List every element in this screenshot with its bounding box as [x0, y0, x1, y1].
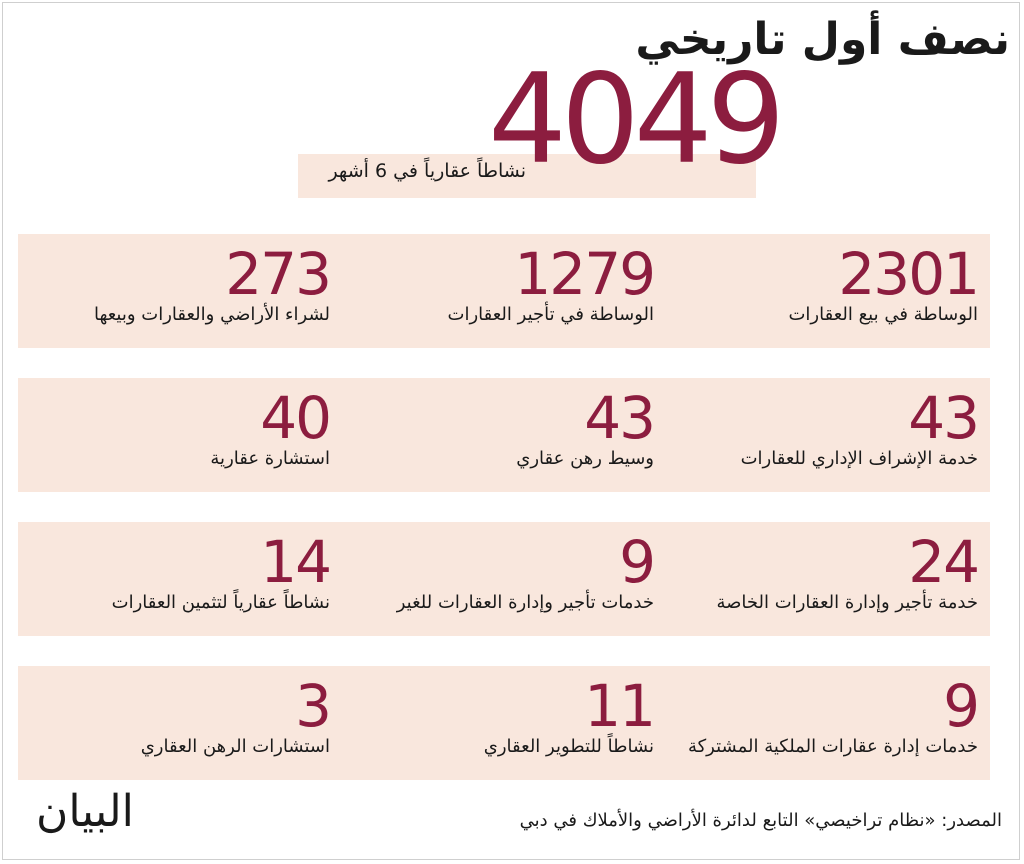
stat-card [666, 378, 990, 492]
stat-label: استشارة عقارية [210, 448, 330, 469]
stat-card [18, 234, 342, 348]
stat-label: خدمات تأجير وإدارة العقارات للغير [396, 592, 654, 613]
stats-row-3 [18, 522, 990, 636]
stat-label: استشارات الرهن العقاري [140, 736, 330, 757]
stat-label: الوساطة في بيع العقارات [788, 304, 978, 325]
stat-label: خدمات إدارة عقارات الملكية المشتركة [687, 736, 978, 757]
hero-number: 4049 [488, 48, 780, 192]
stat-card [666, 234, 990, 348]
stat-number: 273 [225, 240, 330, 308]
stat-number: 43 [584, 384, 654, 452]
hero-caption: نشاطاً عقارياً في 6 أشهر [328, 160, 526, 182]
stat-number: 9 [619, 528, 654, 596]
stat-card [18, 522, 342, 636]
stat-card [18, 666, 342, 780]
stats-row-4 [18, 666, 990, 780]
stat-label: نشاطاً عقارياً لتثمين العقارات [111, 592, 330, 613]
stat-label: الوساطة في تأجير العقارات [447, 304, 654, 325]
stat-card [666, 522, 990, 636]
stat-number: 9 [943, 672, 978, 740]
stat-number: 1279 [514, 240, 654, 308]
stat-number: 11 [584, 672, 654, 740]
stat-card [342, 378, 666, 492]
stat-number: 24 [908, 528, 978, 596]
stat-card [342, 522, 666, 636]
stat-card [342, 234, 666, 348]
stat-card [18, 378, 342, 492]
stat-label: وسيط رهن عقاري [516, 448, 654, 469]
stat-number: 2301 [838, 240, 978, 308]
stat-number: 40 [260, 384, 330, 452]
stat-label: خدمة تأجير وإدارة العقارات الخاصة [716, 592, 978, 613]
stat-card [342, 666, 666, 780]
stat-label: خدمة الإشراف الإداري للعقارات [740, 448, 978, 469]
stats-row-2 [18, 378, 990, 492]
stat-label: نشاطاً للتطوير العقاري [483, 736, 654, 757]
stat-label: لشراء الأراضي والعقارات وبيعها [93, 304, 330, 325]
albayan-logo: البيان [36, 786, 134, 837]
stats-row-1 [18, 234, 990, 348]
source-note: المصدر: «نظام تراخيصي» التابع لدائرة الأراضي والأملاك في دبي [519, 810, 1002, 831]
stat-number: 3 [295, 672, 330, 740]
page-title: نصف أول تاريخي [635, 14, 1010, 65]
stat-number: 43 [908, 384, 978, 452]
stat-number: 14 [260, 528, 330, 596]
stat-card [666, 666, 990, 780]
